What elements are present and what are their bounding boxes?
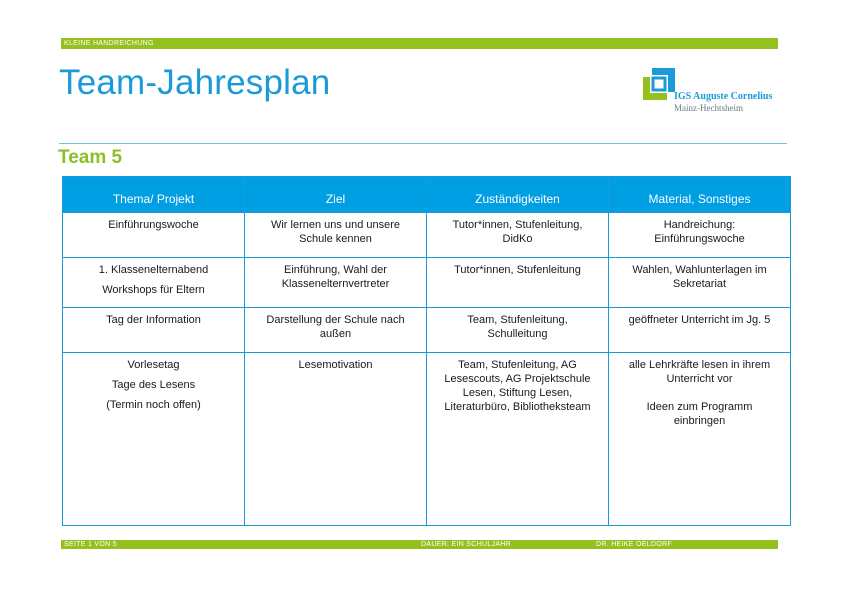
table-cell-ziel: [245, 353, 427, 526]
cell-text: Wahlen, Wahlunterlagen im: [632, 264, 767, 276]
column-header-material: Material, Sonstiges: [609, 177, 791, 213]
table-row: [63, 213, 791, 258]
school-logo: [643, 68, 783, 112]
cell-text: DidKo: [502, 233, 533, 245]
cell-text: Tutor*innen, Stufenleitung: [454, 264, 581, 276]
table-row: [63, 353, 791, 526]
column-header-thema: Thema/ Projekt: [63, 177, 245, 213]
team-heading: Team 5: [58, 147, 123, 168]
title-divider: [59, 143, 787, 144]
cell-text: Unterricht vor: [666, 373, 733, 385]
cell-text: Team, Stufenleitung, AG: [458, 359, 577, 371]
cell-text: Team, Stufenleitung,: [467, 314, 568, 326]
year-plan-table: [62, 176, 791, 526]
table-cell-zustaendigkeiten: [427, 213, 609, 258]
table-cell-material: [609, 258, 791, 308]
footer-author: DR. HEIKE OELDORF: [596, 541, 672, 548]
cell-text: alle Lehrkräfte lesen in ihrem: [628, 359, 771, 371]
table-cell-ziel: [245, 213, 427, 258]
table-cell-thema: [63, 353, 245, 526]
header-bar: [61, 38, 778, 49]
footer-page-number: SEITE 1 VON 5: [64, 541, 117, 548]
cell-text: Wir lernen uns und unsere: [270, 219, 400, 231]
table-cell-thema: [63, 308, 245, 353]
cell-text: Ideen zum Programm: [646, 401, 753, 413]
table-cell-ziel: [245, 258, 427, 308]
cell-text: Tutor*innen, Stufenleitung,: [452, 219, 583, 231]
table-row: [63, 308, 791, 353]
table-cell-ziel: [245, 308, 427, 353]
column-header-ziel: Ziel: [245, 177, 427, 213]
cell-text: einbringen: [673, 415, 726, 427]
cell-text: geöffneter Unterricht im Jg. 5: [628, 314, 771, 326]
cell-text: Handreichung:: [663, 219, 736, 231]
cell-text: Workshops für Eltern: [102, 284, 205, 296]
cell-text: Einführungswoche: [654, 233, 745, 245]
cell-text: (Termin noch offen): [106, 399, 201, 411]
table-cell-zustaendigkeiten: [427, 308, 609, 353]
cell-text: Literaturbüro, Bibliotheksteam: [444, 401, 591, 413]
table-cell-thema: [63, 258, 245, 308]
cell-text: Einführung, Wahl der: [284, 264, 387, 276]
table-cell-thema: [63, 213, 245, 258]
cell-text: Tage des Lesens: [111, 379, 196, 391]
cell-text: Lesen, Stiftung Lesen,: [462, 387, 573, 399]
table-row: [63, 258, 791, 308]
table-cell-material: [609, 213, 791, 258]
cell-text: Schulleitung: [487, 328, 548, 340]
cell-text: Klassenelternvertreter: [281, 278, 390, 290]
cell-text: außen: [319, 328, 352, 340]
school-logo-name: IGS Auguste Cornelius: [674, 91, 773, 102]
footer-bar: [61, 540, 778, 549]
cell-text: Vorlesetag: [127, 359, 180, 371]
table-header-row: [63, 177, 791, 213]
table-cell-zustaendigkeiten: [427, 258, 609, 308]
cell-text: Schule kennen: [299, 233, 372, 245]
cell-text: Sekretariat: [672, 278, 727, 290]
cell-text: Darstellung der Schule nach: [266, 314, 405, 326]
school-logo-icon: [643, 68, 675, 100]
cell-text: Lesescouts, AG Projektschule: [444, 373, 591, 385]
table-cell-material: [609, 353, 791, 526]
cell-text: 1. Klassenelternabend: [98, 264, 209, 276]
cell-text: Lesemotivation: [298, 359, 373, 371]
column-header-zustaendigkeiten: Zuständigkeiten: [427, 177, 609, 213]
table-cell-material: [609, 308, 791, 353]
header-kicker: KLEINE HANDREICHUNG: [64, 40, 154, 47]
cell-text: Tag der Information: [106, 314, 201, 326]
school-logo-location: Mainz-Hechtsheim: [674, 103, 743, 113]
footer-duration: DAUER: EIN SCHULJAHR: [421, 541, 512, 548]
table-cell-zustaendigkeiten: [427, 353, 609, 526]
cell-text: Einführungswoche: [108, 219, 199, 231]
page-title: Team-Jahresplan: [59, 63, 331, 102]
